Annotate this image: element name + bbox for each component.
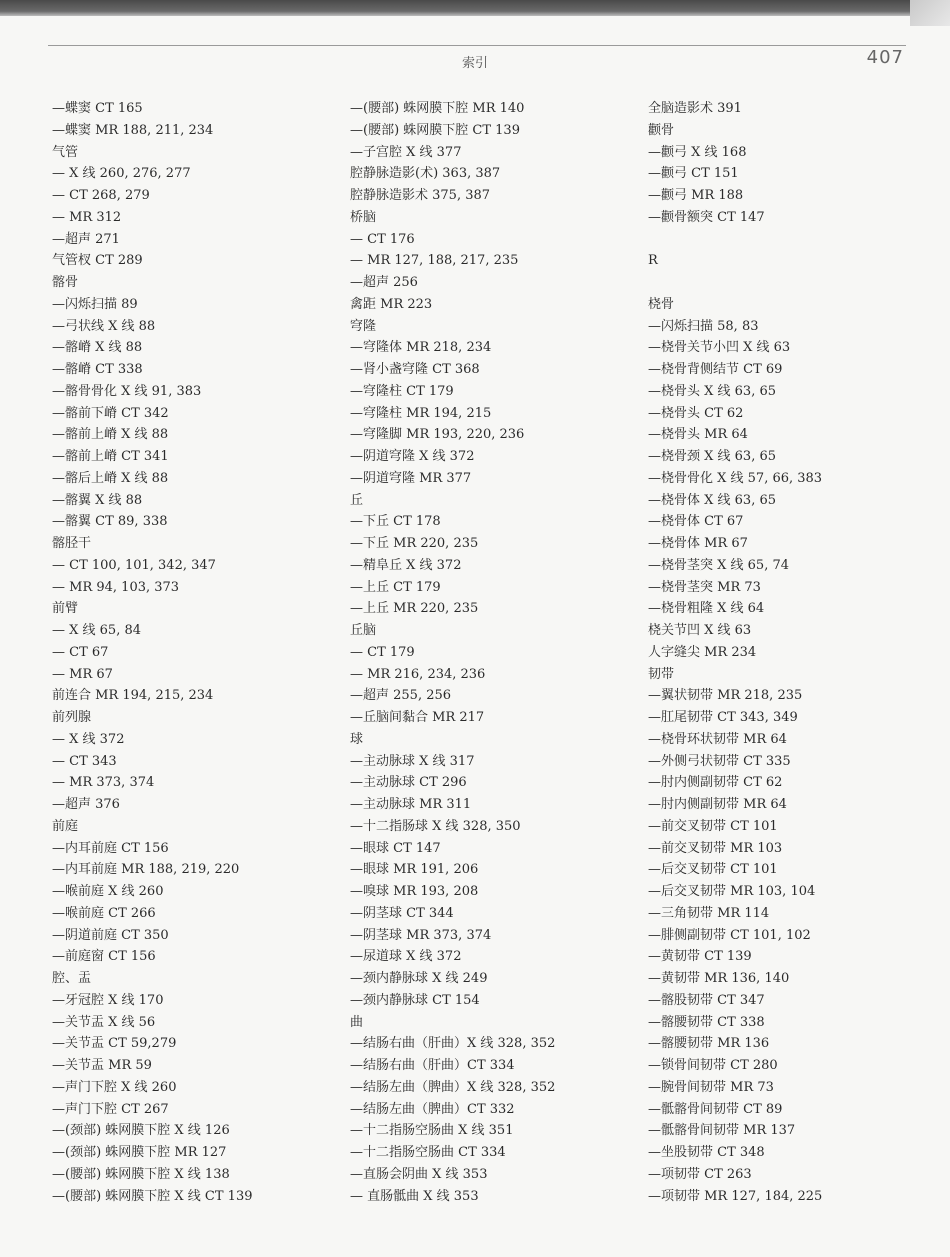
index-subentry: —桡骨茎突 MR 73 [648, 579, 761, 595]
index-subentry: —桡骨茎突 X 线 65, 74 [648, 557, 790, 573]
index-entry: 气管杈 CT 289 [52, 253, 143, 269]
index-subentry: —桡骨体 X 线 63, 65 [648, 492, 777, 508]
index-subentry: —尿道球 X 线 372 [350, 949, 462, 965]
index-subentry: —声门下腔 CT 267 [52, 1101, 169, 1117]
index-column-2 [350, 98, 640, 1207]
index-subentry: —上丘 CT 179 [350, 579, 441, 595]
index-subentry: —(腰部) 蛛网膜下腔 X 线 CT 139 [52, 1188, 253, 1204]
index-subentry: —前交叉韧带 CT 101 [648, 818, 778, 834]
index-subentry: — MR 373, 374 [52, 775, 155, 791]
index-subentry: — MR 67 [52, 666, 113, 682]
index-subentry: —蝶窦 CT 165 [52, 101, 143, 116]
index-subentry: —项韧带 CT 263 [648, 1166, 752, 1182]
index-subentry: —超声 271 [52, 231, 120, 247]
index-subentry: —眼球 MR 191, 206 [350, 862, 479, 878]
index-subentry: —桡骨头 CT 62 [648, 405, 744, 421]
index-entry: 腔静脉造影术 375, 387 [350, 188, 491, 203]
index-subentry: —桡骨环状韧带 MR 64 [648, 731, 787, 747]
index-subentry: —肘内侧副韧带 CT 62 [648, 775, 783, 791]
index-subentry: —超声 376 [52, 797, 120, 812]
index-subentry: —超声 255, 256 [350, 688, 452, 704]
index-subentry: —翼状韧带 MR 218, 235 [648, 688, 803, 704]
index-subentry: —(颈部) 蛛网膜下腔 X 线 126 [52, 1123, 230, 1139]
index-subentry: —锁骨间韧带 CT 280 [648, 1058, 778, 1073]
index-subentry: —腕骨间韧带 MR 73 [648, 1079, 774, 1095]
page-number: 407 [866, 47, 904, 68]
index-subentry: —穹隆体 MR 218, 234 [350, 340, 492, 356]
index-subentry: —髂股韧带 CT 347 [648, 992, 765, 1008]
index-entry: 前列腺 [52, 710, 92, 725]
index-subentry: —(腰部) 蛛网膜下腔 MR 140 [350, 101, 525, 116]
index-subentry: —外侧弓状韧带 CT 335 [648, 753, 791, 769]
index-subentry: — MR 216, 234, 236 [350, 666, 486, 682]
index-subentry: —牙冠腔 X 线 170 [52, 992, 164, 1008]
index-subentry: —骶髂骨间韧带 CT 89 [648, 1101, 783, 1117]
index-subentry: —结肠左曲（脾曲）CT 332 [350, 1101, 515, 1117]
index-subentry: —桡骨颈 X 线 63, 65 [648, 449, 777, 464]
index-subentry: —结肠右曲（肝曲）CT 334 [350, 1058, 515, 1073]
index-subentry: — CT 100, 101, 342, 347 [52, 557, 216, 573]
index-subentry: —结肠左曲（脾曲）X 线 328, 352 [350, 1079, 556, 1095]
index-entry: 曲 [350, 1014, 364, 1030]
index-subentry: —髂后上嵴 X 线 88 [52, 470, 169, 486]
index-entry: 前臂 [52, 601, 79, 617]
index-subentry: —下丘 MR 220, 235 [350, 536, 479, 551]
index-subentry: —髂腰韧带 CT 338 [648, 1014, 765, 1030]
index-subentry: —内耳前庭 CT 156 [52, 840, 169, 856]
index-subentry: —桡骨体 CT 67 [648, 514, 744, 530]
index-subentry: —髂翼 X 线 88 [52, 492, 143, 508]
index-entry: 全脑造影术 391 [648, 101, 742, 116]
index-subentry: —子宫腔 X 线 377 [350, 144, 462, 160]
index-subentry: —(腰部) 蛛网膜下腔 X 线 138 [52, 1166, 230, 1182]
index-subentry: —直肠会阴曲 X 线 353 [350, 1166, 488, 1182]
index-subentry: —关节盂 CT 59,279 [52, 1036, 177, 1052]
index-entry: 桡骨 [648, 296, 675, 312]
index-column-3 [648, 98, 938, 1207]
index-subentry: — MR 127, 188, 217, 235 [350, 253, 519, 269]
index-subentry: — CT 67 [52, 644, 109, 660]
index-subentry: —髂嵴 X 线 88 [52, 340, 143, 356]
blank-line [648, 229, 938, 251]
index-subentry: —眼球 CT 147 [350, 840, 441, 856]
index-subentry: —主动脉球 X 线 317 [350, 753, 475, 769]
index-subentry: —阴道穹隆 X 线 372 [350, 449, 475, 464]
index-entry: 人字缝尖 MR 234 [648, 644, 757, 660]
index-subentry: —髂腰韧带 MR 136 [648, 1036, 770, 1052]
index-subentry: —肘内侧副韧带 MR 64 [648, 797, 787, 812]
index-subentry: —声门下腔 X 线 260 [52, 1079, 177, 1095]
index-entry: 气管 [52, 144, 79, 160]
index-subentry: —桡骨关节小凹 X 线 63 [648, 340, 791, 356]
index-subentry: —十二指肠空肠曲 X 线 351 [350, 1123, 514, 1139]
index-subentry: —嗅球 MR 193, 208 [350, 884, 479, 899]
index-subentry: —髂前上嵴 CT 341 [52, 449, 169, 464]
index-subentry: —弓状线 X 线 88 [52, 318, 156, 334]
index-subentry: — MR 312 [52, 209, 122, 225]
index-subentry: —骶髂骨间韧带 MR 137 [648, 1123, 796, 1139]
index-subentry: —桡骨背侧结节 CT 69 [648, 362, 783, 377]
index-subentry: —桡骨体 MR 67 [648, 536, 748, 551]
index-subentry: —髂前下嵴 CT 342 [52, 405, 169, 421]
index-subentry: —上丘 MR 220, 235 [350, 601, 479, 617]
index-entry: 腔静脉造影(术) 363, 387 [350, 166, 501, 182]
index-subentry: —十二指肠空肠曲 CT 334 [350, 1145, 506, 1160]
index-subentry: —桡骨粗隆 X 线 64 [648, 601, 765, 617]
index-subentry: —喉前庭 X 线 260 [52, 884, 164, 899]
index-subentry: — CT 343 [52, 753, 117, 769]
index-subentry: —髂嵴 CT 338 [52, 362, 143, 377]
index-subentry: —颈内静脉球 X 线 249 [350, 971, 488, 986]
index-entry: 颧骨 [648, 122, 675, 138]
index-entry: R [648, 253, 658, 269]
index-subentry: —前交叉韧带 MR 103 [648, 840, 783, 856]
index-subentry: —髂翼 CT 89, 338 [52, 514, 168, 530]
index-subentry: —下丘 CT 178 [350, 514, 441, 530]
index-entry: 桥脑 [350, 209, 377, 225]
index-subentry: —项韧带 MR 127, 184, 225 [648, 1188, 823, 1204]
index-subentry: —肾小盏穹隆 CT 368 [350, 362, 480, 377]
index-subentry: —穹隆脚 MR 193, 220, 236 [350, 427, 525, 443]
index-entry: 球 [350, 731, 364, 747]
index-subentry: —桡骨头 MR 64 [648, 427, 748, 443]
index-subentry: —前庭窗 CT 156 [52, 949, 156, 965]
index-subentry: —穹隆柱 CT 179 [350, 383, 454, 399]
index-subentry: — CT 176 [350, 231, 415, 247]
index-subentry: —丘脑间黏合 MR 217 [350, 710, 485, 725]
index-subentry: —蝶窦 MR 188, 211, 234 [52, 122, 214, 138]
index-subentry: —十二指肠球 X 线 328, 350 [350, 818, 521, 834]
index-entry: 髂胫干 [52, 536, 92, 551]
index-subentry: — MR 94, 103, 373 [52, 579, 180, 595]
index-subentry: —(颈部) 蛛网膜下腔 MR 127 [52, 1145, 227, 1160]
index-subentry: —闪烁扫描 89 [52, 296, 138, 312]
index-subentry: —黄韧带 MR 136, 140 [648, 971, 790, 986]
index-subentry: —髂前上嵴 X 线 88 [52, 427, 169, 443]
index-entry: 韧带 [648, 666, 675, 682]
index-entry: 穹隆 [350, 318, 377, 334]
index-subentry: —坐股韧带 CT 348 [648, 1145, 765, 1160]
index-subentry: —髂骨骨化 X 线 91, 383 [52, 383, 202, 399]
index-subentry: —桡骨骨化 X 线 57, 66, 383 [648, 470, 823, 486]
index-entry: 前连合 MR 194, 215, 234 [52, 688, 214, 704]
index-subentry: —(腰部) 蛛网膜下腔 CT 139 [350, 122, 520, 138]
index-subentry: —关节盂 X 线 56 [52, 1014, 156, 1030]
index-subentry: —主动脉球 CT 296 [350, 775, 467, 791]
index-subentry: —阴茎球 CT 344 [350, 905, 454, 921]
index-subentry: —腓侧副韧带 CT 101, 102 [648, 927, 811, 943]
index-subentry: —黄韧带 CT 139 [648, 949, 752, 965]
index-entry: 腔、盂 [52, 971, 92, 986]
index-subentry: —穹隆柱 MR 194, 215 [350, 405, 492, 421]
index-subentry: —颧骨额突 CT 147 [648, 209, 765, 225]
index-subentry: —阴道前庭 CT 350 [52, 927, 169, 943]
index-subentry: —闪烁扫描 58, 83 [648, 318, 759, 334]
index-subentry: — X 线 372 [52, 731, 125, 747]
index-column-1 [52, 98, 342, 1207]
index-entry: 禽距 MR 223 [350, 296, 433, 312]
index-subentry: —主动脉球 MR 311 [350, 797, 472, 812]
index-subentry: — CT 179 [350, 644, 415, 660]
scan-top-edge [0, 0, 950, 16]
index-entry: 丘脑 [350, 623, 377, 638]
index-subentry: — 直肠骶曲 X 线 353 [350, 1188, 479, 1204]
index-entry: 桡关节凹 X 线 63 [648, 623, 752, 638]
index-entry: 髂骨 [52, 275, 79, 290]
scan-corner [910, 0, 950, 26]
index-subentry: —关节盂 MR 59 [52, 1058, 152, 1073]
index-subentry: —精阜丘 X 线 372 [350, 557, 462, 573]
index-subentry: —后交叉韧带 MR 103, 104 [648, 884, 816, 899]
index-subentry: — X 线 260, 276, 277 [52, 166, 191, 182]
index-entry: 丘 [350, 492, 364, 508]
index-subentry: —阴道穹隆 MR 377 [350, 470, 472, 486]
index-subentry: —颧弓 X 线 168 [648, 144, 747, 160]
index-subentry: —阴茎球 MR 373, 374 [350, 927, 492, 943]
index-subentry: — CT 268, 279 [52, 188, 150, 203]
index-subentry: —桡骨头 X 线 63, 65 [648, 383, 777, 399]
index-subentry: —后交叉韧带 CT 101 [648, 862, 778, 878]
index-subentry: —颧弓 CT 151 [648, 166, 739, 182]
index-subentry: —肛尾韧带 CT 343, 349 [648, 710, 798, 725]
index-subentry: —超声 256 [350, 275, 418, 290]
blank-line [648, 272, 938, 294]
index-subentry: —三角韧带 MR 114 [648, 905, 770, 921]
header-rule [48, 45, 906, 46]
index-subentry: —喉前庭 CT 266 [52, 905, 156, 921]
running-header: 索引 [461, 56, 488, 71]
index-subentry: — X 线 65, 84 [52, 623, 142, 638]
index-subentry: —结肠右曲（肝曲）X 线 328, 352 [350, 1036, 556, 1052]
index-entry: 前庭 [52, 818, 79, 834]
index-subentry: —颈内静脉球 CT 154 [350, 992, 480, 1008]
index-subentry: —内耳前庭 MR 188, 219, 220 [52, 862, 240, 878]
index-subentry: —颧弓 MR 188 [648, 188, 744, 203]
